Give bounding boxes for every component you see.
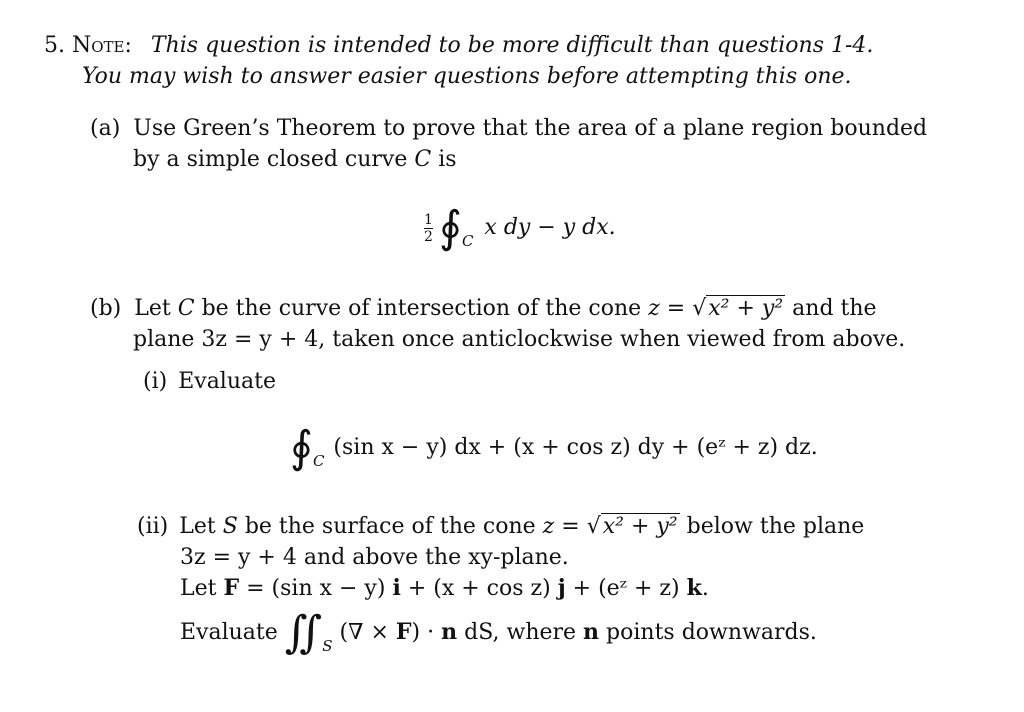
field-f: F — [223, 575, 240, 601]
frac-num: 1 — [424, 211, 433, 228]
integral-sub-c: C — [461, 232, 474, 250]
cone-lhs: z = — [648, 296, 686, 321]
sub-ii-text4a: Evaluate — [180, 620, 278, 645]
contour-integral-icon: ∮ — [439, 202, 462, 253]
part-b-line2: plane 3z = y + 4, taken once anticlockwise when viewed from above. — [133, 327, 906, 352]
radicand-ii: x² + y² — [602, 514, 678, 539]
part-b-line1 — [90, 293, 877, 324]
part-b-ii-line1 — [137, 511, 864, 542]
integrand-a: (∇ × — [339, 620, 389, 645]
sub-i-label: (i) — [143, 369, 168, 394]
line-integrand: (sin x − y) dx + (x + cos z) dy + (eᶻ + z) dz. — [333, 435, 818, 460]
double-integral-icon: ∬ — [284, 607, 323, 658]
sub-ii-text3b: = (sin x − y) — [246, 576, 386, 601]
sub-ii-text1c: below the plane — [686, 514, 865, 539]
sub-ii-line2: 3z = y + 4 and above the xy-plane. — [180, 545, 569, 570]
cone-sqrt — [692, 293, 785, 324]
normal-n: n — [583, 619, 600, 645]
integrand-b: ) · — [411, 620, 435, 645]
radicand: x² + y² — [708, 296, 784, 321]
integral-sub-s: S — [322, 637, 333, 655]
sub-ii-text1a: Let — [179, 514, 216, 539]
unit-j: j — [557, 575, 566, 601]
integral-sub-c-b: C — [312, 452, 325, 470]
problem-number: 5. — [44, 33, 65, 58]
var-c-b: C — [177, 296, 195, 321]
unit-i: i — [392, 575, 401, 601]
integrand-n: n — [441, 619, 458, 645]
integrand-c: dS, where — [464, 620, 577, 645]
contour-integral-icon-b: ∮ — [290, 422, 313, 473]
part-a-label: (a) — [90, 116, 121, 141]
cone-lhs-ii: z = — [542, 514, 580, 539]
line-integral — [290, 422, 818, 473]
note-label: Note: — [72, 33, 132, 58]
part-a-line2 — [133, 144, 457, 175]
part-a-text2b: is — [438, 147, 457, 172]
sub-i-text: Evaluate — [178, 369, 276, 394]
integrand-f: F — [395, 619, 412, 645]
part-b-i-line — [143, 366, 276, 397]
frac-den: 2 — [424, 228, 433, 245]
fraction-half — [424, 213, 433, 244]
sqrt-icon: √ — [692, 296, 707, 321]
sub-ii-text1b: be the surface of the cone — [244, 514, 536, 539]
note-text-line2: You may wish to answer easier questions before attempting this one. — [82, 64, 852, 89]
sub-ii-text3d: + (eᶻ + z) — [572, 576, 680, 601]
area-integrand: x dy − y dx. — [484, 215, 616, 240]
part-b-text1c: and the — [792, 296, 877, 321]
sqrt-icon-ii: √ — [586, 514, 601, 539]
var-c: C — [414, 147, 432, 172]
sub-ii-text3e: . — [701, 576, 709, 601]
part-a-text2a: by a simple closed curve — [133, 147, 408, 172]
note-text-line1: This question is intended to be more difficult than questions 1-4. — [150, 33, 874, 58]
sub-ii-text3a: Let — [180, 576, 217, 601]
sub-ii-text4b: points downwards. — [606, 620, 817, 645]
sub-ii-line4 — [180, 607, 817, 658]
part-a-text1: Use Green’s Theorem to prove that the area of a plane region bounded — [133, 116, 928, 141]
part-a-line1 — [90, 113, 927, 144]
var-s: S — [222, 514, 238, 539]
problem-header — [44, 30, 873, 61]
part-b-text1b: be the curve of intersection of the cone — [201, 296, 642, 321]
part-b-label: (b) — [90, 296, 122, 321]
sub-ii-text3c: + (x + cos z) — [407, 576, 551, 601]
area-formula — [424, 202, 616, 253]
sub-ii-label: (ii) — [137, 514, 169, 539]
part-b-text1a: Let — [134, 296, 171, 321]
sub-ii-line3 — [180, 573, 709, 604]
unit-k: k — [686, 575, 702, 601]
cone-sqrt-ii — [587, 511, 680, 542]
